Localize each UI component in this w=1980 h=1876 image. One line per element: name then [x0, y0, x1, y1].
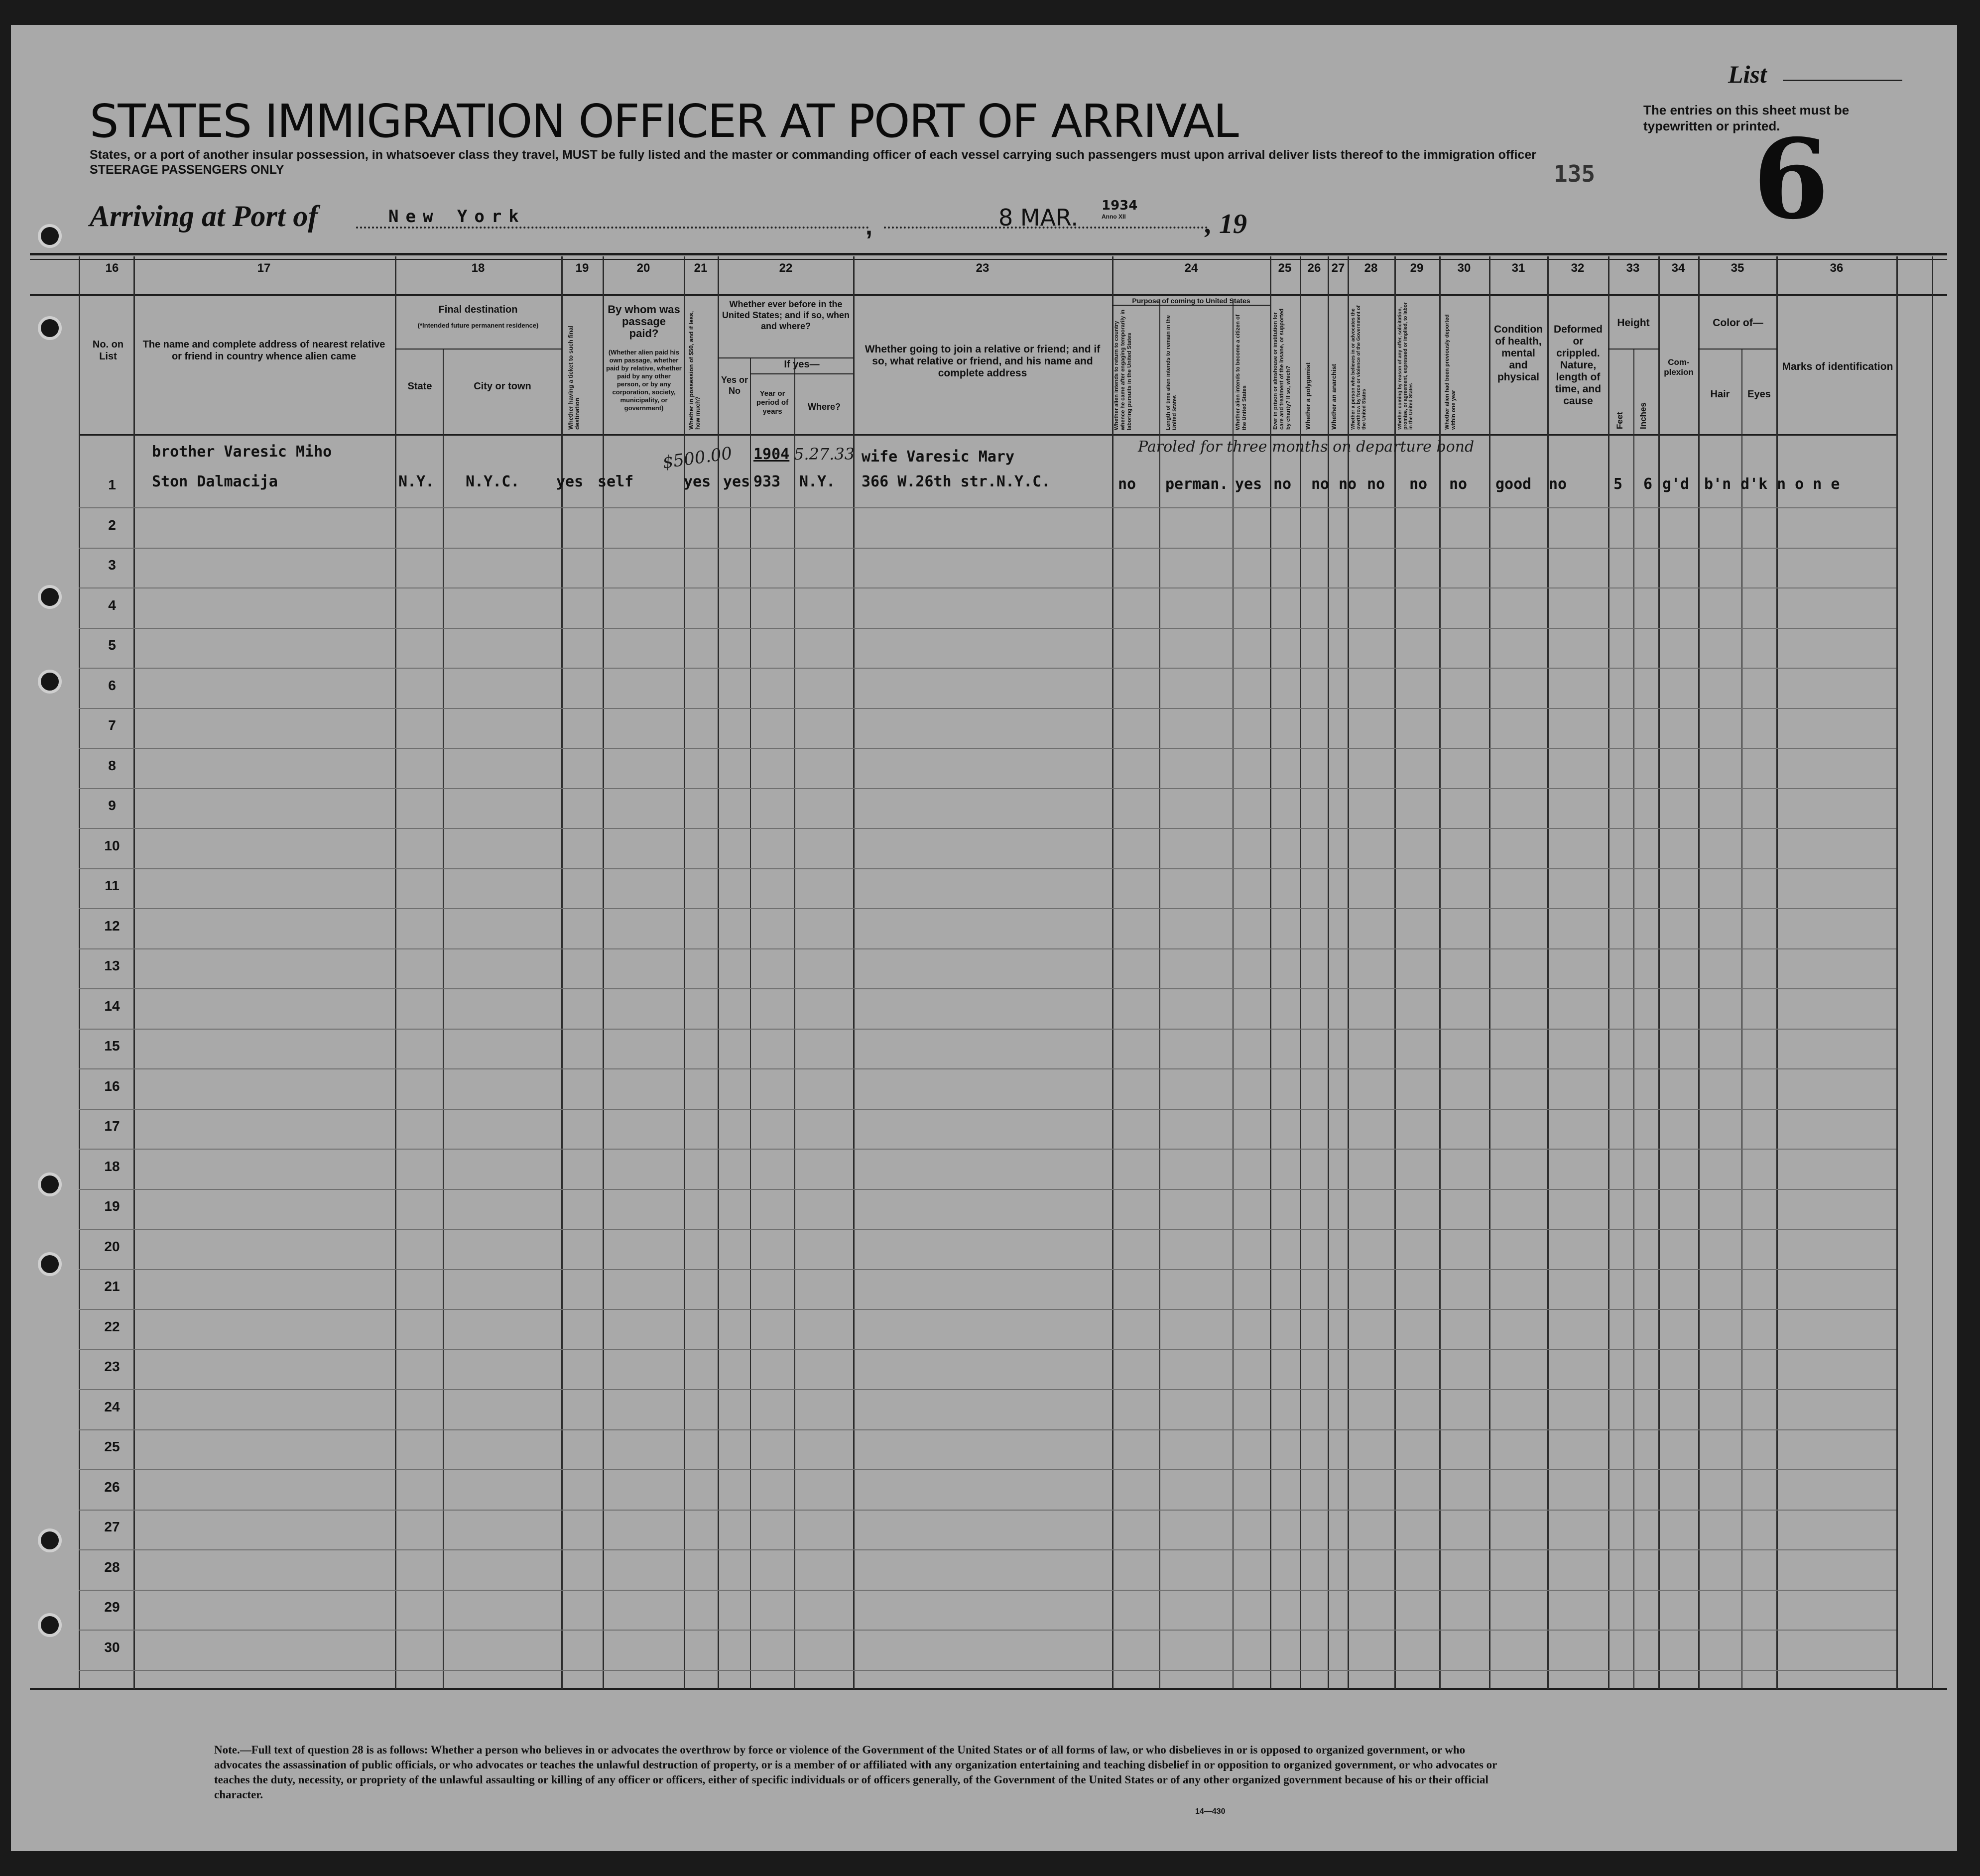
vline — [443, 349, 444, 1689]
punch-hole — [38, 1613, 62, 1637]
scan-border-top — [0, 0, 1980, 25]
header-ticket: Whether having a ticket to such final destination — [567, 326, 581, 430]
col-number: 20 — [636, 261, 650, 275]
row-rule — [79, 708, 1896, 709]
vline — [1633, 349, 1634, 1689]
col-number: 26 — [1307, 261, 1321, 275]
col-number: 24 — [1184, 261, 1198, 275]
header-purpose: Purpose of coming to United States — [1132, 297, 1250, 305]
row-rule — [79, 1429, 1896, 1430]
row-number: 19 — [104, 1198, 120, 1214]
punch-hole — [38, 316, 62, 340]
row-rule — [79, 628, 1896, 629]
row-number: 5 — [108, 637, 116, 653]
row-number: 11 — [105, 878, 120, 893]
form-title: STATES IMMIGRATION OFFICER AT PORT OF ARRIVAL — [90, 95, 1238, 148]
col-number: 36 — [1830, 261, 1844, 275]
entry-relative-line1: brother Varesic Miho — [152, 443, 332, 461]
header-c27: Whether an anarchist — [1330, 363, 1338, 430]
entry-complexion: g'd — [1662, 475, 1690, 493]
vline — [684, 256, 685, 1689]
entry-marks: n o n e — [1777, 475, 1840, 493]
col-number: 35 — [1731, 261, 1744, 275]
entry-paid-by: self — [598, 473, 634, 490]
row-rule — [79, 587, 1896, 588]
entry-money-handwritten: $500.00 — [661, 443, 734, 473]
row-rule — [79, 1590, 1896, 1591]
header-state: State — [407, 381, 432, 392]
row-rule — [79, 1670, 1896, 1671]
header-year-or-period: Year or period of years — [756, 389, 789, 416]
entry-c28: no — [1367, 475, 1385, 493]
vline — [1300, 256, 1301, 1689]
header-c28: Whether a person who believes in or advocates the overthrow by force or violence of the Government of the United States — [1351, 305, 1367, 430]
vline — [1547, 256, 1549, 1689]
entry-condition: good — [1495, 475, 1532, 493]
header-where: Where? — [807, 402, 841, 412]
header-condition: Condition of health, mental and physical — [1494, 324, 1543, 383]
form-number: 14—430 — [1195, 1807, 1226, 1816]
stamp-number: 135 — [1554, 160, 1596, 187]
header-relative-address: The name and complete address of nearest relative or friend in country whence alien came — [142, 339, 385, 362]
row-number: 28 — [104, 1559, 120, 1575]
row-rule — [79, 1630, 1896, 1631]
row-rule — [79, 507, 1896, 508]
year-prefix: , 19 — [1205, 209, 1247, 239]
row-number: 25 — [104, 1439, 120, 1454]
row-rule — [79, 1349, 1896, 1350]
header-purpose-b: Length of time alien intends to remain in the United States — [1165, 315, 1178, 430]
entry-c27: no — [1339, 475, 1357, 493]
entry-c29: no — [1409, 475, 1428, 493]
row-rule — [79, 1029, 1896, 1030]
subtitle-text: States, or a port of another insular possession, in whatsoever class they travel, MUST be fully listed and the master or commanding officer of each vessel carrying such passengers must upon arrival deliver lists thereof to the immigration officer — [90, 148, 1536, 162]
subheader-rule — [395, 349, 562, 350]
entry-purpose-a: no — [1118, 475, 1136, 493]
header-inches: Inches — [1638, 402, 1648, 429]
col-number: 30 — [1457, 261, 1471, 275]
port-label: Arriving at Port of — [90, 200, 318, 233]
row-number: 21 — [104, 1279, 120, 1294]
header-passage-paid: By whom was passage paid? — [608, 303, 680, 340]
date-day-month: 8 MAR. — [998, 204, 1078, 231]
row-number: 13 — [104, 958, 120, 973]
date-stamp — [998, 204, 1078, 231]
entry-years-line2: 933 — [753, 473, 781, 490]
entry-state: N.Y. — [398, 473, 435, 490]
row-number: 18 — [104, 1159, 120, 1174]
header-no-on-list: No. on List — [92, 339, 124, 362]
vline — [1932, 256, 1933, 1689]
row-number: 23 — [104, 1359, 120, 1374]
header-c29: Whether coming by reason of any offer, solicitation, promise, or agreement, expressed or implied, to labor in the United States — [1397, 302, 1414, 430]
row-number: 10 — [104, 838, 120, 853]
entry-inches: 6 — [1643, 475, 1653, 493]
vline — [1658, 256, 1660, 1689]
entry-city: N.Y.C. — [466, 473, 520, 490]
vline — [1270, 256, 1271, 1689]
header-height: Height — [1617, 317, 1650, 329]
port-dotted-line — [356, 227, 869, 229]
entry-possession: yes — [684, 473, 711, 490]
vline — [1608, 256, 1609, 1689]
row-rule — [79, 908, 1896, 909]
vline — [750, 358, 751, 1689]
entry-where: N.Y. — [799, 473, 836, 490]
row-rule — [79, 1269, 1896, 1270]
entry-c26: no — [1311, 475, 1330, 493]
entry-c30: no — [1449, 475, 1468, 493]
row-number: 16 — [104, 1078, 120, 1094]
row-number: 7 — [108, 717, 116, 733]
entry-purpose-b: perman. — [1165, 475, 1229, 493]
scan-border-bottom — [0, 1851, 1980, 1876]
row-rule — [79, 988, 1896, 989]
punch-hole — [38, 1172, 62, 1196]
col-number: 27 — [1331, 261, 1345, 275]
header-complexion: Com-plexion — [1664, 357, 1694, 377]
row-number: 1 — [108, 477, 116, 492]
row-rule — [79, 668, 1896, 669]
scan-border-left — [0, 0, 11, 1876]
col-number: 29 — [1410, 261, 1424, 275]
row-number: 6 — [108, 678, 116, 693]
row-number: 29 — [104, 1599, 120, 1615]
row-rule — [79, 1309, 1896, 1310]
header-c30: Whether alien had been previously deported within one year — [1444, 314, 1457, 430]
date-anno: Anno XII — [1102, 213, 1126, 220]
header-feet: Feet — [1615, 412, 1624, 429]
vline — [395, 256, 396, 1689]
vline — [1394, 256, 1396, 1689]
form-subtitle — [90, 147, 1663, 177]
row-number: 14 — [104, 998, 120, 1014]
row-number: 20 — [104, 1239, 120, 1254]
subheader-rule — [1608, 349, 1659, 350]
subheader-rule — [1112, 305, 1270, 306]
vline — [1698, 256, 1700, 1689]
col-number: 17 — [257, 261, 271, 275]
vline — [603, 256, 604, 1689]
col-number: 31 — [1511, 261, 1525, 275]
row-number: 2 — [108, 517, 116, 533]
row-rule — [79, 828, 1896, 829]
sheet-number: 6 — [1753, 115, 1830, 243]
row-number: 24 — [104, 1399, 120, 1414]
list-number-line — [1783, 80, 1902, 81]
vline — [1489, 256, 1490, 1689]
header-bottom-rule — [79, 434, 1896, 436]
punch-hole — [38, 1528, 62, 1552]
typewritten-note: The entries on this sheet must be typewritten or printed. — [1643, 103, 1850, 133]
col-number: 21 — [694, 261, 708, 275]
row-number: 4 — [108, 597, 116, 613]
entry-years-handwritten: 5.27.33 — [794, 445, 855, 464]
row-number: 27 — [104, 1519, 120, 1534]
date-year: 1934 — [1102, 198, 1138, 213]
row-number: 15 — [104, 1038, 120, 1054]
entry-join-line1: wife Varesic Mary — [862, 448, 1015, 466]
entry-eyes: d'k — [1740, 475, 1768, 493]
footer-note: Note.—Full text of question 28 is as follows: Whether a person who believes in or advocates the overthrow by force or violence of the Government of the United States or of all forms of law, or who disbelieves in or is opposed to organized government, or who advocates the assassination of public officials, or who advocates or teaches the unlawful destruction of property, or is a member of or affiliated with any organization entertaining and teaching disbelief in or opposition to organized government, or who advocates or teaches the duty, necessity, or propriety of the unlawful assaulting or killing of any officer or officers, either of specific individuals or of officers generally, of the Government of the United States or of any other organized government because of his or their official character. — [214, 1744, 1497, 1801]
header-passage-paid-note: (Whether alien paid his own passage, whether paid by relative, whether paid by any other person, or by any corporation, society, municipality, or government) — [606, 349, 682, 412]
vline — [853, 256, 855, 1689]
entry-ticket: yes — [556, 473, 584, 490]
port-value: New York — [388, 207, 526, 227]
header-join-relative: Whether going to join a relative or friend; and if so, what relative or friend, and his name and complete address — [865, 344, 1101, 379]
col-number: 32 — [1571, 261, 1585, 275]
subheader-rule — [750, 373, 854, 374]
entry-hair: b'n — [1704, 475, 1732, 493]
vline — [1776, 256, 1778, 1689]
header-color-of: Color of— — [1713, 317, 1763, 329]
punch-hole — [38, 1252, 62, 1276]
vline — [1348, 256, 1349, 1689]
entry-deformed: no — [1549, 475, 1567, 493]
row-number: 3 — [108, 557, 116, 573]
header-city-or-town: City or town — [474, 381, 531, 392]
col-number: 28 — [1364, 261, 1378, 275]
entry-ever-before: yes — [723, 473, 750, 490]
row-rule — [79, 1068, 1896, 1069]
header-c26: Whether a polygamist — [1304, 362, 1312, 430]
col-number: 19 — [575, 261, 589, 275]
punch-hole — [38, 224, 62, 248]
entry-join-line2: 366 W.26th str.N.Y.C. — [862, 473, 1051, 490]
row-rule — [79, 948, 1896, 949]
row-rule — [79, 1549, 1896, 1550]
row-rule — [79, 868, 1896, 869]
vline — [794, 358, 795, 1689]
scan-border-right — [1957, 0, 1980, 1876]
subheader-rule — [1698, 349, 1777, 350]
row-rule — [79, 1510, 1896, 1511]
entry-feet: 5 — [1613, 475, 1623, 493]
steerage-label: STEERAGE PASSENGERS ONLY — [90, 163, 284, 177]
vline — [561, 256, 563, 1689]
row-rule — [79, 1189, 1896, 1190]
vline — [1439, 256, 1441, 1689]
row-rule — [79, 748, 1896, 749]
punch-hole — [38, 670, 62, 694]
col-number: 23 — [976, 261, 990, 275]
entry-c25: no — [1273, 475, 1292, 493]
punch-hole — [38, 585, 62, 609]
row-rule — [79, 1389, 1896, 1390]
row-number: 12 — [104, 918, 120, 934]
col-number: 16 — [105, 261, 119, 275]
entry-parole-note: Paroled for three months on departure bond — [1138, 438, 1475, 456]
vline — [1741, 349, 1742, 1689]
header-final-destination: Final destination — [438, 304, 518, 315]
row-number: 30 — [104, 1640, 120, 1655]
header-purpose-c: Whether alien intends to become a citizen of the United States — [1235, 314, 1247, 430]
header-c25: Ever in prison or almshouse or institution for care and treatment of the insane, or supported by charity? If so, which? — [1272, 308, 1291, 430]
col-number: 34 — [1671, 261, 1685, 275]
vline — [1896, 256, 1898, 1689]
row-rule — [79, 1469, 1896, 1470]
header-eyes: Eyes — [1747, 389, 1771, 400]
entry-relative-line2: Ston Dalmacija — [152, 473, 278, 490]
row-number: 17 — [104, 1118, 120, 1134]
col-number: 25 — [1278, 261, 1292, 275]
row-rule — [79, 1229, 1896, 1230]
row-rule — [79, 1149, 1896, 1150]
header-hair: Hair — [1710, 389, 1730, 400]
header-ever-before: Whether ever before in the United States; and if so, when and where? — [722, 299, 850, 331]
row-rule — [79, 788, 1896, 789]
row-rule — [79, 548, 1896, 549]
header-deformed: Deformed or crippled. Nature, length of time, and cause — [1553, 324, 1603, 407]
entry-years-line1: 1904 — [753, 446, 790, 463]
row-number: 9 — [108, 798, 116, 813]
header-final-destination-note: (*Intended future permanent residence) — [417, 322, 539, 329]
vline — [1112, 256, 1114, 1689]
list-label: List — [1728, 60, 1767, 88]
col-number: 22 — [779, 261, 793, 275]
row-number: 26 — [104, 1479, 120, 1495]
col-number: 33 — [1626, 261, 1640, 275]
entry-purpose-c: yes — [1235, 475, 1262, 493]
header-if-yes: If yes— — [784, 359, 820, 370]
top-rule — [30, 253, 1947, 255]
header-possession-50: Whether in possession of $50, and if less, how much? — [688, 311, 701, 430]
header-yes-or-no: Yes or No — [721, 375, 748, 396]
col-number: 18 — [471, 261, 485, 275]
vline — [718, 256, 719, 1689]
vline — [1328, 256, 1329, 1689]
row-number: 8 — [108, 758, 116, 773]
comma: , — [866, 212, 872, 240]
row-rule — [79, 1109, 1896, 1110]
header-purpose-a: Whether alien intends to return to country whence he came after engaging temporarily in laboring pursuits in the United States — [1114, 309, 1132, 430]
header-marks: Marks of identification — [1782, 361, 1893, 372]
row-number: 22 — [104, 1319, 120, 1334]
